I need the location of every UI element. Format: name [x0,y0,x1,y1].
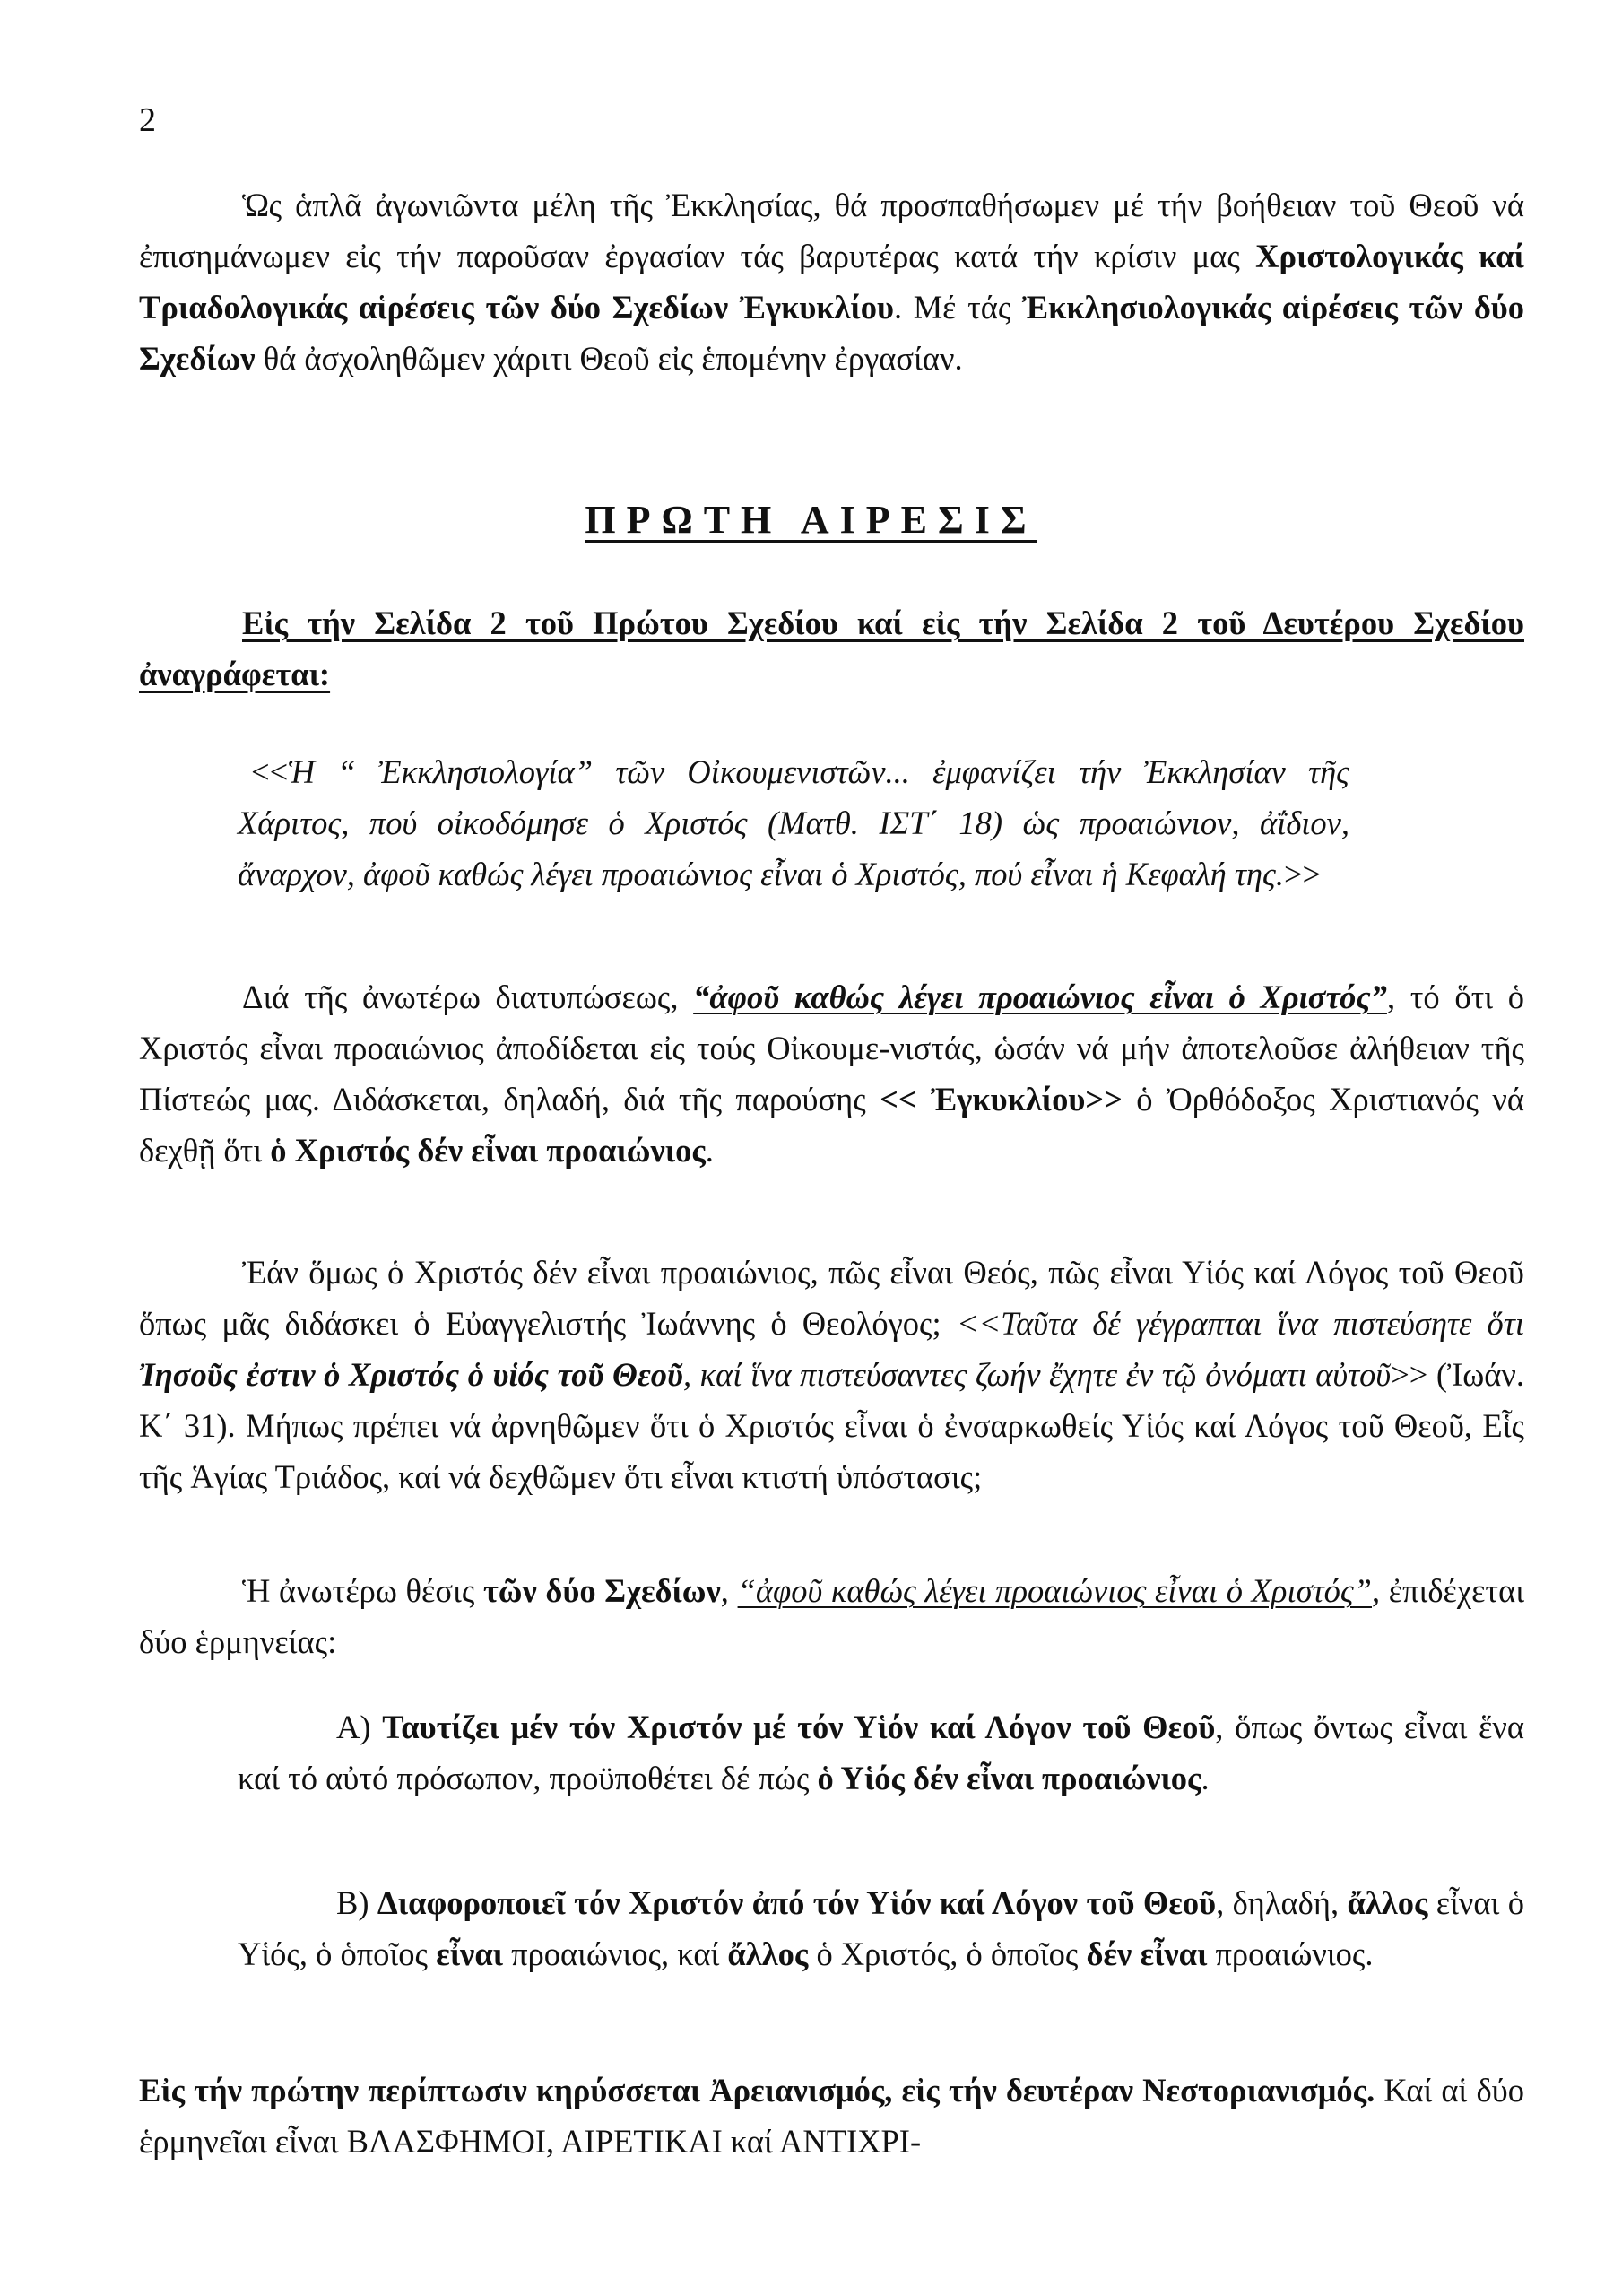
text-run: >> [1283,856,1322,892]
text-run: ὁ Χριστός δέν εἶναι προαιώνιος [270,1132,706,1169]
text-run: Ἡ “ Ἐκκλησιολογία” τῶν Οἰκουμενιστῶν... ἐμφανίζει τήν Ἐκκλησίαν τῆς Χάριτος, πού οἰκοδόμησε ὁ Χριστός (Ματθ. ΙΣΤ΄ 18) ὡς προαιώνιον, ἀΐδιον, ἄναρχον, ἀφοῦ καθώς λέγει προαιώνιος εἶναι ὁ Χριστός, πού εἶναι ἡ Κεφαλή της. [238,753,1349,892]
text-run: Διαφοροποιεῖ τόν Χριστόν ἀπό τόν Υἱόν καί Λόγον τοῦ Θεοῦ [377,1884,1217,1921]
page-number: 2 [139,101,156,139]
text-run: εἶναι [436,1935,504,1972]
text-run: , δηλαδή, [1216,1884,1348,1921]
text-run: <<Ταῦτα δέ γέγραπται ἵνα πιστεύσητε ὅτι [956,1305,1525,1342]
text-run: , καί ἵνα πιστεύσαντες ζωήν ἔχητε ἐν τῷ ὀνόματι αὐτοῦ [682,1356,1392,1393]
text-run: ὁ Υἱός δέν εἶναι προαιώνιος [817,1760,1201,1796]
text-run: >> (Ἰωάν. Κ΄ 31). Μήπως πρέπει νά ἀρνηθῶμεν ὅτι ὁ Χριστός εἶναι ὁ ἐνσαρκωθείς Υἱός καί Λόγος τοῦ Θεοῦ, Εἷς τῆς Ἁγίας Τριάδος, καί νά δεχθῶμεν ὅτι εἶναι κτιστή ὑπόστασις; [139,1356,1525,1495]
paragraph-interpretations [139,1565,1524,1667]
text-run: Ἰησοῦς ἐστιν ὁ Χριστός ὁ υἱός τοῦ Θεοῦ [139,1356,683,1393]
text-run: Διά τῆς ἀνωτέρω διατυπώσεως, [242,978,694,1015]
text-run: Εἰς τήν πρώτην περίπτωσιν κηρύσσεται Ἀρειανισμός, εἰς τήν δευτέραν Νεστοριανισμός. [139,2072,1375,2109]
text-run: Εἰς τήν Σελίδα 2 τοῦ Πρώτου Σχεδίου καί εἰς τήν Σελίδα 2 τοῦ Δευτέρου Σχεδίου ἀναγράφεται: [139,604,1524,692]
text-run: “ἀφοῦ καθώς λέγει προαιώνιος εἶναι ὁ Χριστός” [737,1572,1372,1609]
text-run: , [720,1572,738,1609]
text-run: Καί αἱ δύο ἑρμηνεῖαι εἶναι ΒΛΑΣΦΗΜΟΙ, ΑΙΡΕΤΙΚΑΙ καί ΑΝΤΙΧΡΙ- [139,2072,1524,2160]
text-run: “ἀφοῦ καθώς λέγει προαιώνιος εἶναι ὁ Χριστός” [693,978,1387,1015]
paragraph-option-b [238,1877,1524,1979]
text-run: εἶναι ὁ Υἱός, ὁ ὁποῖος [238,1884,1524,1972]
text-run: , ἐπιδέχεται δύο ἑρμηνείας: [139,1572,1525,1660]
paragraph-intro [139,179,1524,384]
text-run: Β) [336,1884,377,1921]
section-heading-text: ΠΡΩΤΗ ΑΙΡΕΣΙΣ [585,498,1037,542]
text-run: Ἐκκλησιολογικάς αἱρέσεις τῶν δύο Σχεδίων [139,289,1525,377]
text-run: , ὅπως ὄντως εἶναι ἕνα καί τό αὐτό πρόσωπον, προϋποθέτει δέ πώς [238,1709,1525,1796]
paragraph-question [139,1247,1524,1502]
text-run: ὁ Χριστός, ὁ ὁποῖος [808,1935,1087,1972]
text-run: << Ἐγκυκλίου>> [880,1081,1123,1118]
text-run: . [1201,1760,1210,1796]
paragraph-quote [238,746,1349,900]
text-run: τῶν δύο Σχεδίων [482,1572,721,1609]
text-run: προαιώνιος. [1207,1935,1374,1972]
paragraph-conclusion [139,2065,1524,2167]
paragraph-reference [139,597,1524,700]
paragraph-analysis [139,971,1524,1176]
text-run: Ἡ ἀνωτέρω θέσις [242,1572,483,1609]
text-run: Ταυτίζει μέν τόν Χριστόν μέ τόν Υἱόν καί Λόγον τοῦ Θεοῦ [382,1709,1216,1745]
text-run: . [705,1132,714,1169]
text-run: ἄλλος [727,1935,809,1972]
text-run: Ἐάν ὅμως ὁ Χριστός δέν εἶναι προαιώνιος, πῶς εἶναι Θεός, πῶς εἶναι Υἱός καί Λόγος τοῦ Θεοῦ ὅπως μᾶς διδάσκει ὁ Εὐαγγελιστής Ἰωάννης ὁ Θεολόγος; [139,1254,1524,1342]
section-heading [0,493,1622,547]
text-run: Χριστολογικάς καί Τριαδολογικάς αἱρέσεις τῶν δύο Σχεδίων Ἐγκυκλίου [139,238,1524,326]
text-run: θά ἀσχοληθῶμεν χάριτι Θεοῦ εἰς ἑπομένην ἐργασίαν. [255,340,963,377]
text-run: ἄλλος [1347,1884,1428,1921]
text-run: Α) [336,1709,383,1745]
text-run: << [251,753,289,790]
paragraph-option-a [238,1701,1524,1804]
text-run: ὁ Ὀρθόδοξος Χριστιανός νά δεχθῇ ὅτι [139,1081,1524,1169]
text-run: δέν εἶναι [1086,1935,1208,1972]
text-run: Ὡς ἁπλᾶ ἀγωνιῶντα μέλη τῆς Ἐκκλησίας, θά προσπαθήσωμεν μέ τήν βοήθειαν τοῦ Θεοῦ νά ἐπισημάνωμεν εἰς τήν παροῦσαν ἐργασίαν τάς βαρυτέρας κατά τήν κρίσιν μας [139,187,1524,274]
text-run: , τό ὅτι ὁ Χριστός εἶναι προαιώνιος ἀποδίδεται εἰς τούς Οἰκουμε-νιστάς, ὡσάν νά μήν ἀποτελοῦσε ἀλήθειαν τῆς Πίστεώς μας. Διδάσκεται, δηλαδή, διά τῆς παρούσης [139,978,1524,1118]
text-run: προαιώνιος, καί [503,1935,728,1972]
text-run: . Μέ τάς [893,289,1022,326]
